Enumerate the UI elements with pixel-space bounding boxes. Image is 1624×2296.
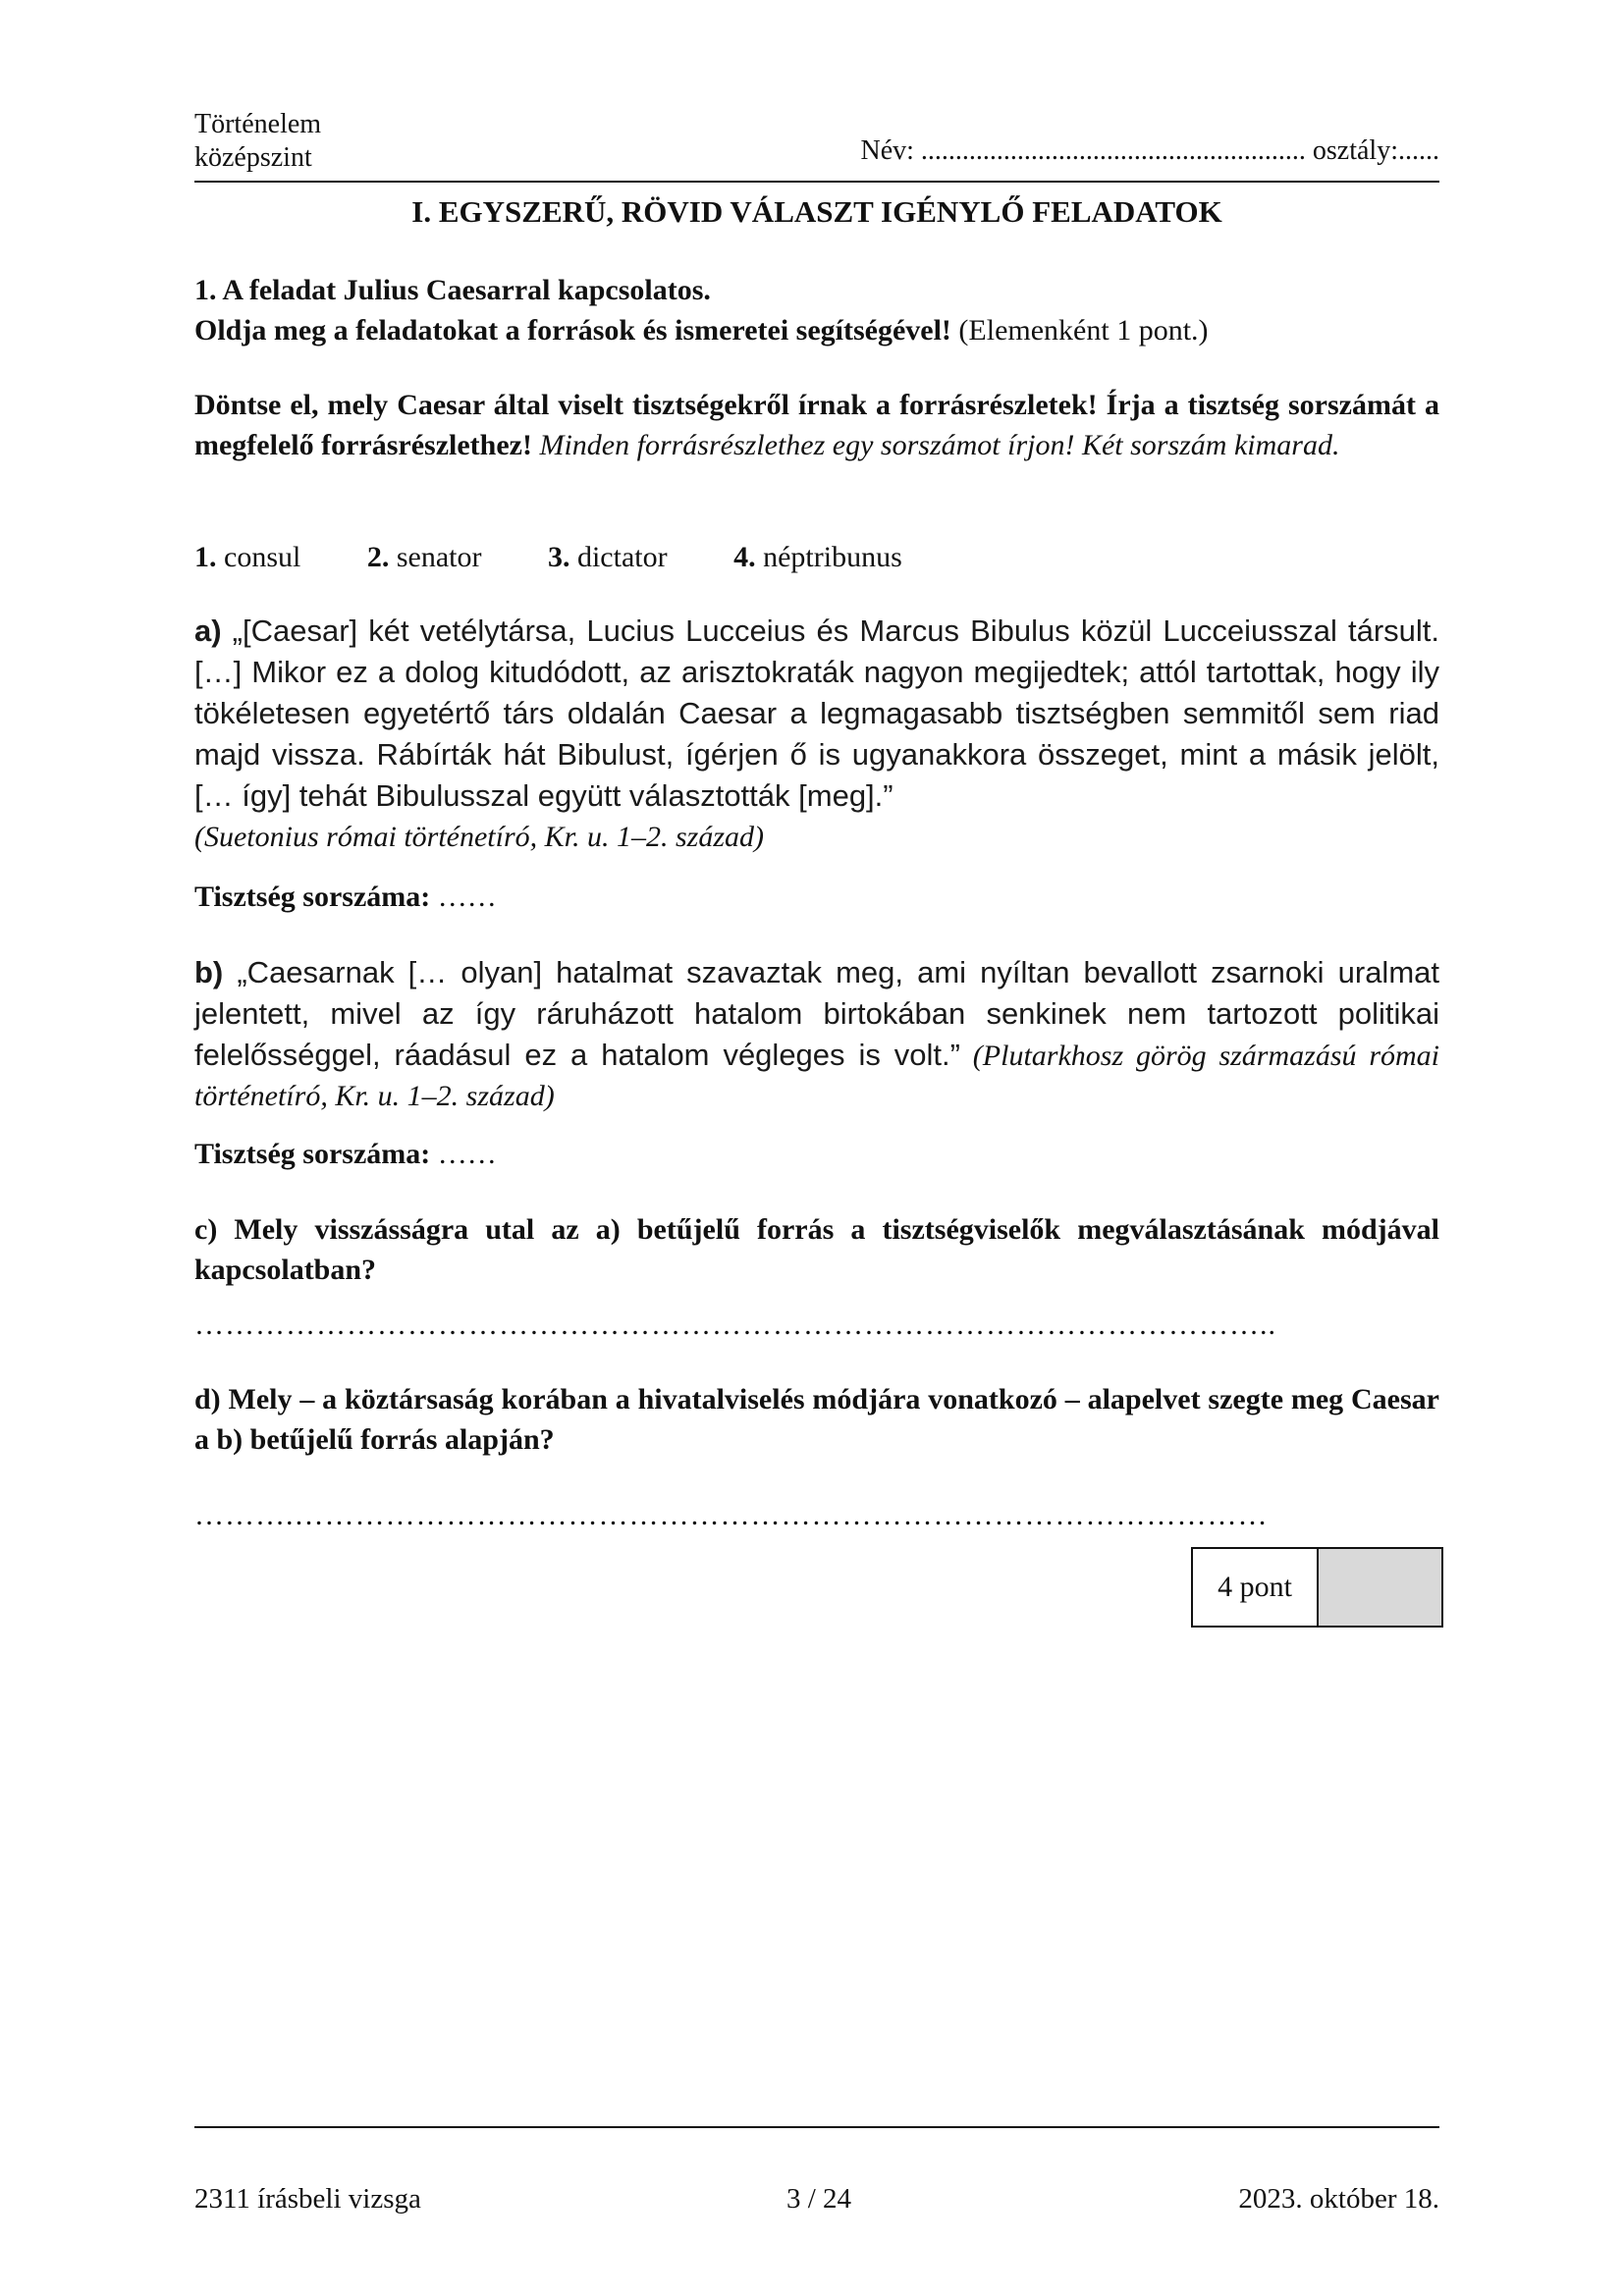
source-b <box>194 952 1439 1116</box>
question-d: d) Mely – a köztársaság korában a hivatalviselés módjára vonatkozó – alapelvet szegte meg Caesar a b) betűjelű forrás alapján? <box>194 1383 1439 1456</box>
score-field[interactable] <box>1319 1549 1441 1626</box>
option-number: 4. <box>733 541 756 573</box>
option-label: néptribunus <box>755 541 902 573</box>
option-number: 2. <box>366 541 390 573</box>
office-options <box>194 537 1439 577</box>
score-box <box>1191 1547 1443 1628</box>
answer-b-label: Tisztség sorszáma: <box>194 1138 431 1170</box>
option-2 <box>367 537 482 577</box>
decide-italic: Minden forrásrészlethez egy sorszámot írjon! Két sorszám kimarad. <box>531 429 1340 461</box>
source-a <box>194 611 1439 857</box>
option-label: dictator <box>569 541 668 573</box>
option-number: 3. <box>547 541 570 573</box>
footer-date: 2023. október 18. <box>1238 2183 1439 2215</box>
source-a-body <box>194 614 1439 813</box>
option-label: senator <box>389 541 482 573</box>
task-instruction <box>194 310 1439 350</box>
option-1 <box>194 537 300 577</box>
task-title: 1. A feladat Julius Caesarral kapcsolatos. <box>194 274 711 306</box>
source-b-citation: (Plutarkhosz görög származású római történetíró, Kr. u. 1–2. század) <box>194 1040 1439 1112</box>
footer-page-number: 3 / 24 <box>785 2183 852 2215</box>
option-3 <box>548 537 668 577</box>
subject-level: középszint <box>194 142 312 173</box>
answer-c-line[interactable]: …………………………………………………………………………………………….. <box>194 1308 1276 1341</box>
subject-name: Történelem <box>194 109 322 139</box>
instruction-note: (Elemenként 1 pont.) <box>950 314 1209 347</box>
answer-b-dots[interactable]: …… <box>430 1138 497 1170</box>
option-4 <box>733 537 902 577</box>
source-a-citation: (Suetonius római történetíró, Kr. u. 1–2. század) <box>194 821 765 853</box>
answer-a <box>194 877 1439 917</box>
question-c: c) Mely visszásságra utal az a) betűjelű forrás a tisztségviselők megválasztásának módjával kapcsolatban? <box>194 1213 1439 1286</box>
instruction-bold: Oldja meg a feladatokat a források és ismeretei segítségével! <box>194 314 951 347</box>
answer-b <box>194 1134 1439 1174</box>
source-b-text: „Caesarnak [… olyan] hatalmat szavaztak meg, ami nyíltan bevallott zsarnoki uralmat jelentett, mivel az így ráruházott hatalom birtokában senkinek nem tartozott politikai felelősséggel, ráadásul ez a hatalom végleges is volt.” <box>194 955 1439 1072</box>
answer-d-line[interactable]: ……….…………………………………………………………………………………… <box>194 1499 1269 1531</box>
footer-rule <box>194 2126 1439 2128</box>
option-number: 1. <box>194 541 217 573</box>
decide-bold: Döntse el, mely Caesar által viselt tisztségekről írnak a forrásrészletek! Írja a tisztség sorszámát a megfelelő forrásrészlethez! <box>194 389 1439 461</box>
answer-a-dots[interactable]: …… <box>430 881 497 913</box>
decide-instruction <box>194 385 1439 465</box>
source-b-letter: b) <box>194 955 224 989</box>
header-rule <box>194 181 1439 183</box>
option-label: consul <box>216 541 301 573</box>
footer-exam-code: 2311 írásbeli vizsga <box>194 2183 421 2215</box>
section-title: I. EGYSZERŰ, RÖVID VÁLASZT IGÉNYLŐ FELADATOK <box>411 194 1222 229</box>
answer-a-label: Tisztség sorszáma: <box>194 881 431 913</box>
source-a-text: „[Caesar] két vetélytársa, Lucius Lucceius és Marcus Bibulus közül Lucceiusszal társult. […] Mikor ez a dolog kitudódott, az arisztokraták nagyon megijedtek; attól tartottak, hogy ily tökéletesen egyetértő társ oldalán Caesar a legmagasabb tisztségben semmitől sem riad majd vissza. Rábírták hát Bibulust, ígérjen ő is ugyanakkora összeget, mint a másik jelölt, [… így] tehát Bibulusszal együtt választották [meg].” <box>194 614 1439 813</box>
subject-header <box>194 108 321 175</box>
score-label: 4 pont <box>1193 1549 1319 1626</box>
name-class-line: Név: ........................................................ osztály:...... <box>860 135 1439 166</box>
task-intro <box>194 270 1439 350</box>
source-a-letter: a) <box>194 614 222 648</box>
